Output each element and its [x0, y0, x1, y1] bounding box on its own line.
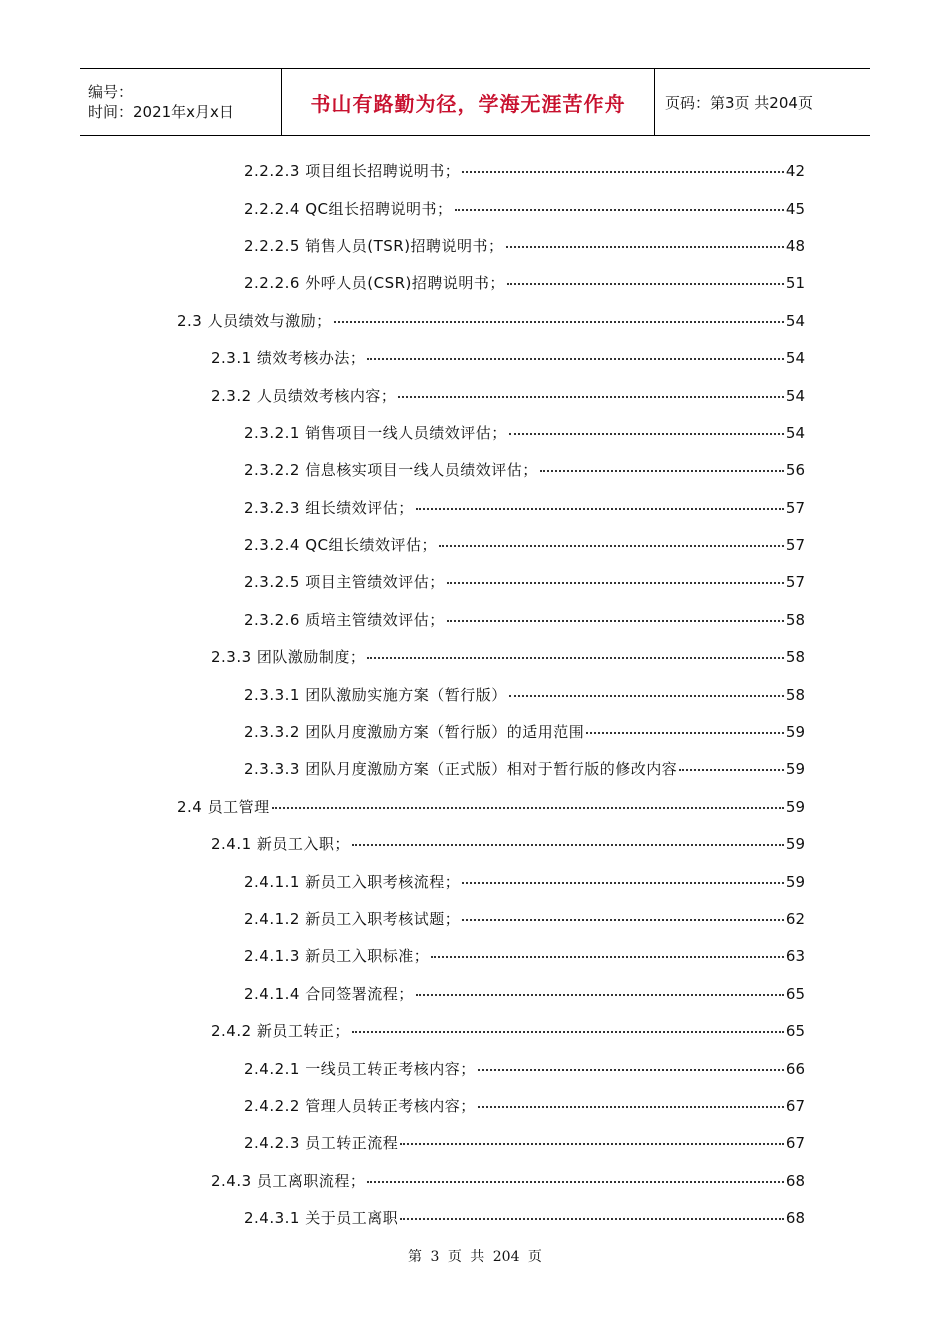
- toc-entry-page: 57: [785, 573, 805, 592]
- toc-leader-dots: [462, 170, 784, 173]
- toc-entry[interactable]: [0, 900, 950, 937]
- toc-entry-title: 2.2.2.3 项目组长招聘说明书；: [244, 162, 461, 181]
- time-label: 时间：2021年x月x日: [88, 103, 234, 121]
- header-page-cell: [655, 69, 870, 135]
- toc-entry-title: 2.4.2.3 员工转正流程: [244, 1134, 399, 1153]
- toc-entry-title: 2.2.2.5 销售人员(TSR)招聘说明书；: [244, 236, 504, 255]
- toc-leader-dots: [462, 918, 784, 921]
- toc-leader-dots: [367, 357, 783, 360]
- toc-entry-title: 2.4.2 新员工转正；: [211, 1022, 350, 1041]
- toc-entry[interactable]: [0, 975, 950, 1012]
- toc-entry-page: 67: [785, 1134, 805, 1153]
- toc-entry-page: 48: [785, 236, 805, 255]
- toc-entry-page: 68: [785, 1171, 805, 1190]
- toc-leader-dots: [507, 282, 784, 285]
- toc-entry-page: 51: [785, 274, 805, 293]
- header-motto-cell: [282, 69, 655, 135]
- toc-entry-title: 2.3 人员绩效与激励；: [177, 311, 332, 330]
- toc-entry-title: 2.3.3 团队激励制度；: [211, 648, 366, 667]
- toc-leader-dots: [478, 1068, 784, 1071]
- toc-entry[interactable]: [0, 638, 950, 675]
- toc-leader-dots: [367, 1180, 783, 1183]
- toc-entry-page: 63: [785, 947, 805, 966]
- toc-entry-page: 56: [785, 461, 805, 480]
- toc-entry-page: 45: [785, 199, 805, 218]
- toc-entry-page: 54: [785, 311, 805, 330]
- toc-leader-dots: [431, 955, 784, 958]
- toc-entry-page: 65: [785, 984, 805, 1003]
- toc-entry-page: 65: [785, 1022, 805, 1041]
- toc-entry[interactable]: [0, 788, 950, 825]
- toc-leader-dots: [506, 245, 784, 248]
- toc-entry-page: 59: [785, 723, 805, 742]
- toc-entry[interactable]: [0, 414, 950, 451]
- toc-entry-title: 2.3.1 绩效考核办法；: [211, 349, 366, 368]
- toc-entry[interactable]: [0, 489, 950, 526]
- toc-entry[interactable]: [0, 376, 950, 413]
- toc-entry-page: 59: [785, 797, 805, 816]
- toc-entry[interactable]: [0, 1124, 950, 1161]
- toc-entry-title: 2.3.2.4 QC组长绩效评估；: [244, 536, 438, 555]
- page-footer: 第 3 页 共 204 页: [408, 1249, 542, 1265]
- toc-leader-dots: [586, 731, 784, 734]
- toc-entry[interactable]: [0, 713, 950, 750]
- toc-entry[interactable]: [0, 1087, 950, 1124]
- toc-leader-dots: [367, 656, 783, 659]
- toc-entry-page: 62: [785, 910, 805, 928]
- toc-leader-dots: [447, 581, 784, 584]
- toc-entry[interactable]: [0, 526, 950, 563]
- toc-leader-dots: [352, 843, 784, 846]
- toc-entry[interactable]: [0, 862, 950, 899]
- toc-entry-title: 2.4 员工管理: [177, 797, 270, 816]
- toc-entry[interactable]: [0, 937, 950, 974]
- toc-entry-title: 2.3.3.2 团队月度激励方案（暂行版）的适用范围: [244, 723, 585, 742]
- toc-entry-title: 2.3.2.2 信息核实项目一线人员绩效评估；: [244, 461, 538, 480]
- header-meta: [80, 69, 282, 135]
- toc-entry[interactable]: [0, 189, 950, 226]
- toc-entry-page: 59: [785, 872, 805, 891]
- toc-leader-dots: [679, 768, 784, 771]
- toc-entry[interactable]: [0, 825, 950, 862]
- toc-entry-title: 2.4.1 新员工入职；: [211, 835, 350, 854]
- toc-entry-title: 2.3.2.6 质培主管绩效评估；: [244, 610, 445, 629]
- toc-leader-dots: [400, 1217, 784, 1220]
- toc-entry-page: 58: [785, 685, 805, 704]
- toc-entry-title: 2.3.2.3 组长绩效评估；: [244, 498, 414, 517]
- toc-leader-dots: [540, 469, 784, 472]
- toc-entry-page: 58: [785, 648, 805, 667]
- toc-entry[interactable]: [0, 1012, 950, 1049]
- toc-entry[interactable]: [0, 750, 950, 787]
- toc-entry-page: 54: [785, 386, 805, 405]
- toc-entry-page: 59: [785, 835, 805, 854]
- toc-leader-dots: [398, 395, 783, 398]
- toc-leader-dots: [334, 320, 784, 323]
- number-label: 编号：: [88, 83, 134, 101]
- toc-entry-title: 2.4.1.1 新员工入职考核流程；: [244, 872, 461, 891]
- toc-entry-title: 2.4.2.2 管理人员转正考核内容；: [244, 1096, 476, 1115]
- toc-entry[interactable]: [0, 152, 950, 189]
- toc-entry-title: 2.4.1.3 新员工入职标准；: [244, 947, 430, 966]
- toc-entry-title: 2.3.2.5 项目主管绩效评估；: [244, 573, 445, 592]
- toc-entry[interactable]: [0, 302, 950, 339]
- toc-entry-page: 67: [785, 1096, 805, 1115]
- toc-entry[interactable]: [0, 601, 950, 638]
- toc-leader-dots: [462, 881, 784, 884]
- toc-entry-title: 2.3.2.1 销售项目一线人员绩效评估；: [244, 423, 507, 442]
- toc-entry-page: 57: [785, 536, 805, 555]
- toc-entry[interactable]: [0, 1199, 950, 1236]
- toc-leader-dots: [400, 1142, 784, 1145]
- toc-entry[interactable]: [0, 451, 950, 488]
- toc-entry-page: 68: [785, 1209, 805, 1228]
- toc-leader-dots: [509, 694, 784, 697]
- toc-entry[interactable]: [0, 1162, 950, 1199]
- toc-leader-dots: [447, 619, 784, 622]
- toc-entry-page: 54: [785, 349, 805, 368]
- toc-entry[interactable]: [0, 675, 950, 712]
- toc-entry-title: 2.4.2.1 一线员工转正考核内容；: [244, 1059, 476, 1078]
- toc-entry-title: 2.3.3.3 团队月度激励方案（正式版）相对于暂行版的修改内容: [244, 760, 678, 779]
- toc-leader-dots: [509, 432, 784, 435]
- motto-text: 书山有路勤为径，学海无涯苦作舟: [310, 91, 626, 116]
- toc-entry-page: 59: [785, 760, 805, 779]
- toc-entry[interactable]: [0, 264, 950, 301]
- toc-entry-title: 2.3.3.1 团队激励实施方案（暂行版）: [244, 685, 507, 704]
- toc-entry-title: 2.3.2 人员绩效考核内容；: [211, 386, 397, 405]
- toc-entry-page: 66: [785, 1059, 805, 1078]
- page-info: 页码：第3页 共204页: [665, 93, 813, 112]
- table-of-contents: [0, 152, 950, 1236]
- toc-entry-page: 57: [785, 498, 805, 517]
- toc-leader-dots: [478, 1105, 784, 1108]
- toc-leader-dots: [439, 544, 784, 547]
- toc-leader-dots: [416, 993, 784, 996]
- toc-entry-title: 2.2.2.4 QC组长招聘说明书；: [244, 199, 453, 218]
- toc-entry-title: 2.4.3 员工离职流程；: [211, 1171, 366, 1190]
- toc-leader-dots: [272, 806, 784, 809]
- toc-entry-page: 54: [785, 423, 805, 442]
- toc-entry[interactable]: [0, 339, 950, 376]
- toc-entry-title: 2.2.2.6 外呼人员(CSR)招聘说明书；: [244, 274, 505, 293]
- toc-entry-title: 2.4.3.1 关于员工离职: [244, 1209, 399, 1228]
- toc-entry[interactable]: [0, 1049, 950, 1086]
- toc-entry-page: 58: [785, 610, 805, 629]
- toc-entry-page: 42: [785, 162, 805, 181]
- toc-leader-dots: [352, 1030, 784, 1033]
- toc-entry[interactable]: [0, 227, 950, 264]
- page-header: [80, 68, 870, 136]
- toc-entry[interactable]: [0, 563, 950, 600]
- toc-leader-dots: [416, 507, 784, 510]
- toc-entry-title: 2.4.1.2 新员工入职考核试题；: [244, 910, 461, 928]
- toc-entry-title: 2.4.1.4 合同签署流程；: [244, 984, 414, 1003]
- toc-leader-dots: [455, 208, 784, 211]
